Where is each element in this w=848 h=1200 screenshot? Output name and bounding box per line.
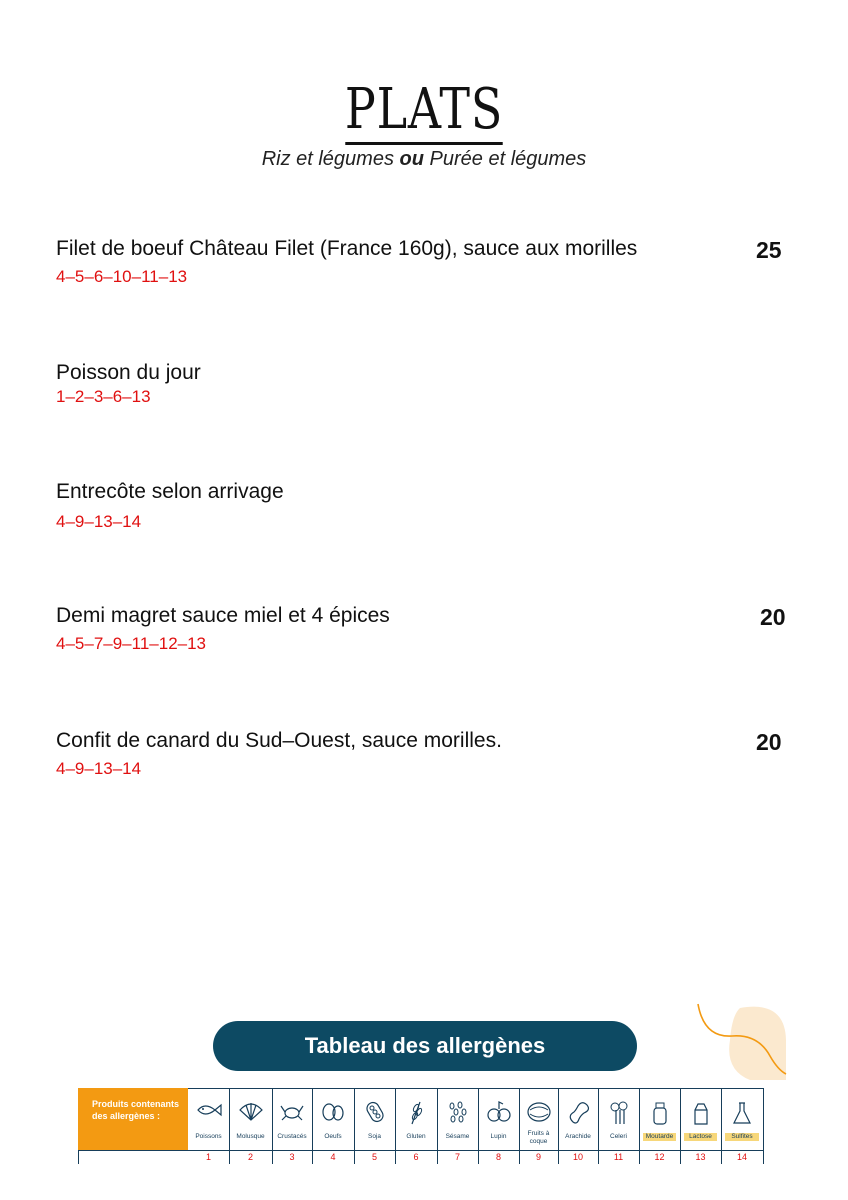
- allergen-label: Fruits à coque: [527, 1130, 550, 1145]
- dish-allergens: 4–9–13–14: [56, 512, 142, 531]
- allergen-number: 1: [205, 1152, 211, 1162]
- allergen-label: Crustacés: [277, 1133, 307, 1140]
- allergen-number: 12: [654, 1152, 665, 1162]
- allergen-label: Oeufs: [324, 1133, 342, 1140]
- flask-icon: [721, 1100, 763, 1128]
- dish-name: Demi magret sauce miel et 4 épices: [56, 604, 390, 627]
- dish-item: [56, 480, 796, 532]
- allergen-cell-molusque: [229, 1088, 273, 1164]
- allergen-table-banner: Tableau des allergènes: [213, 1021, 637, 1071]
- allergen-cell-crustaces: [272, 1088, 313, 1164]
- allergen-number: 6: [413, 1152, 419, 1162]
- allergen-number: 14: [736, 1152, 747, 1162]
- allergen-cell-fruits-a-coque: [519, 1088, 559, 1164]
- allergen-label: Moutarde: [643, 1133, 676, 1141]
- allergen-cell-arachide: [558, 1088, 599, 1164]
- allergen-cell-gluten: [395, 1088, 438, 1164]
- dish-name: Entrecôte selon arrivage: [56, 480, 284, 503]
- dish-item: [56, 361, 796, 407]
- allergen-cell-sesame: [437, 1088, 479, 1164]
- allergen-cell-celeri: [598, 1088, 640, 1164]
- allergen-label: Gluten: [406, 1133, 426, 1140]
- allergen-number: 7: [454, 1152, 460, 1162]
- allergen-number: 13: [695, 1152, 706, 1162]
- fish-icon: [188, 1100, 229, 1128]
- dish-price: 25: [756, 237, 782, 263]
- allergen-number: 5: [371, 1152, 377, 1162]
- decorative-swirl-icon: [690, 1000, 790, 1080]
- dish-item: [56, 729, 796, 779]
- allergen-table-header: Produits contenants des allergènes :: [78, 1088, 188, 1150]
- dish-allergens: 4–5–7–9–11–12–13: [56, 634, 207, 653]
- allergen-number: 11: [613, 1152, 624, 1162]
- allergen-label: Celeri: [610, 1133, 627, 1140]
- allergen-cell-lactose: [680, 1088, 722, 1164]
- dish-name: Poisson du jour: [56, 361, 201, 384]
- mustard-icon: [639, 1100, 680, 1128]
- allergen-number: 3: [289, 1152, 295, 1162]
- allergen-number: 10: [572, 1152, 583, 1162]
- allergen-label: Lactose: [684, 1133, 717, 1141]
- crab-icon: [272, 1100, 312, 1128]
- dish-allergens: 4–5–6–10–11–13: [56, 267, 188, 286]
- allergen-cell-moutarde: [639, 1088, 681, 1164]
- peanut-icon: [558, 1100, 598, 1128]
- allergen-label: Sulfites: [725, 1133, 759, 1141]
- allergen-cell-lupin: [478, 1088, 520, 1164]
- allergen-label: Soja: [367, 1133, 381, 1140]
- page-title: PLATS: [76, 78, 771, 142]
- allergen-label: Sésame: [445, 1133, 470, 1140]
- allergen-cell-sulfites: [721, 1088, 764, 1164]
- page-subtitle: Riz et légumes ou Purée et légumes: [261, 148, 587, 170]
- dish-name: Confit de canard du Sud–Ouest, sauce morilles.: [56, 729, 502, 752]
- eggs-icon: [312, 1100, 354, 1128]
- dish-name: Filet de boeuf Château Filet (France 160g), sauce aux morilles: [56, 237, 638, 260]
- allergen-label: Poissons: [195, 1133, 222, 1140]
- nut-icon: [519, 1100, 558, 1128]
- sesame-icon: [437, 1100, 478, 1128]
- dish-item: [56, 604, 796, 654]
- dish-price: 20: [756, 729, 782, 755]
- allergen-cell-poissons: [188, 1088, 230, 1164]
- allergen-cell-soja: [354, 1088, 396, 1164]
- allergen-cell-oeufs: [312, 1088, 355, 1164]
- dish-allergens: 4–9–13–14: [56, 759, 142, 778]
- allergen-label: Lupin: [490, 1133, 507, 1140]
- allergen-number: 9: [535, 1152, 541, 1162]
- milk-icon: [680, 1100, 721, 1128]
- celery-icon: [598, 1100, 639, 1128]
- allergen-table: [78, 1088, 764, 1166]
- allergen-label: Molusque: [236, 1133, 265, 1140]
- dish-price: 20: [760, 604, 786, 630]
- allergen-label: Arachide: [565, 1133, 591, 1140]
- shell-icon: [229, 1100, 272, 1128]
- allergen-number: 2: [247, 1152, 253, 1162]
- dish-allergens: 1–2–3–6–13: [56, 387, 151, 406]
- allergen-number: 4: [330, 1152, 336, 1162]
- soy-icon: [354, 1100, 395, 1128]
- allergen-number: 8: [495, 1152, 501, 1162]
- wheat-icon: [395, 1100, 437, 1128]
- dish-item: [56, 237, 796, 287]
- lupin-icon: [478, 1100, 519, 1128]
